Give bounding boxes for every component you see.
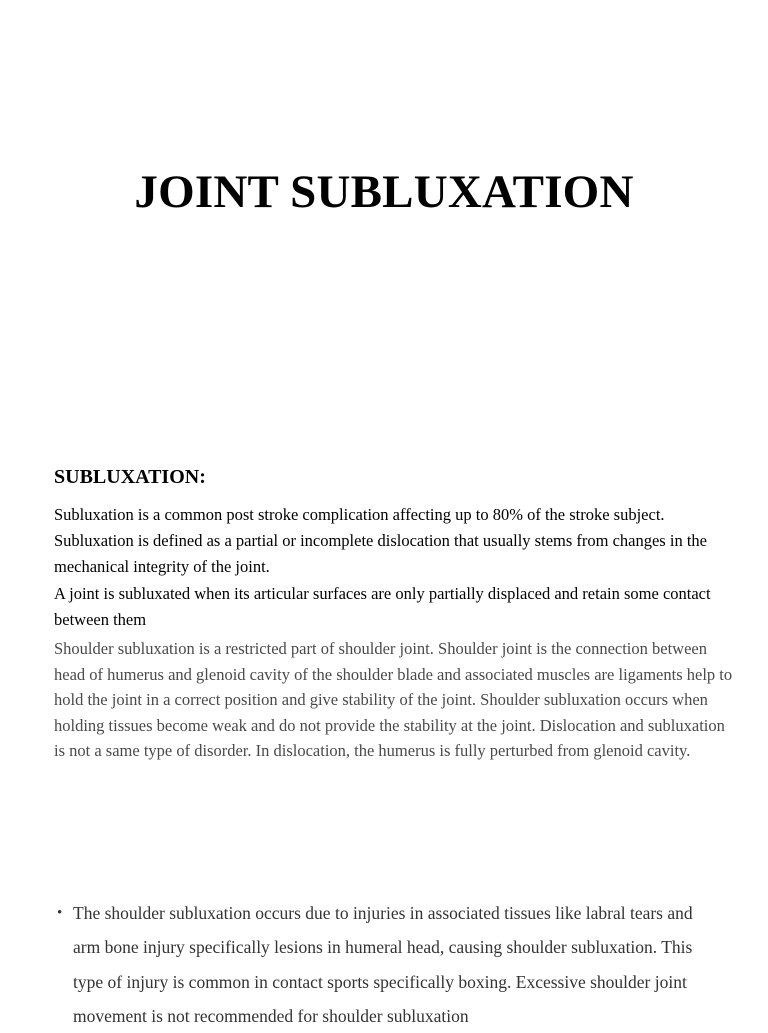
- section-heading: SUBLUXATION:: [54, 466, 206, 488]
- bullet-text: The shoulder subluxation occurs due to injuries in associated tissues like labral tears and arm bone injury specifically lesions in humeral head, causing shoulder subluxation. This type of injury is common in contact sports specifically boxing. Excessive shoulder joint movement is not recommended for shoulder subluxation: [73, 903, 693, 1026]
- intro-text: [54, 502, 734, 633]
- page-title: JOINT SUBLUXATION: [134, 166, 634, 218]
- detail-paragraph: Shoulder subluxation is a restricted part of shoulder joint. Shoulder joint is the connection between head of humerus and glenoid cavity of the shoulder blade and associated muscles are ligaments help to hold the joint in a correct position and give stability of the joint. Shoulder subluxation occurs when holding tissues become weak and do not provide the stability at the joint. Dislocation and subluxation is not a same type of disorder. In dislocation, the humerus is fully perturbed from glenoid cavity.: [54, 639, 733, 760]
- intro-paragraph: Subluxation is a common post stroke complication affecting up to 80% of the stroke subject.: [54, 505, 665, 524]
- bullet-list: [54, 896, 714, 1033]
- intro-paragraph: Subluxation is defined as a partial or incomplete dislocation that usually stems from changes in the mechanical integrity of the joint.: [54, 531, 707, 577]
- bullet-icon: •: [57, 905, 63, 921]
- list-item: [54, 896, 714, 1033]
- intro-paragraph: A joint is subluxated when its articular surfaces are only partially displaced and retain some contact between them: [54, 583, 711, 629]
